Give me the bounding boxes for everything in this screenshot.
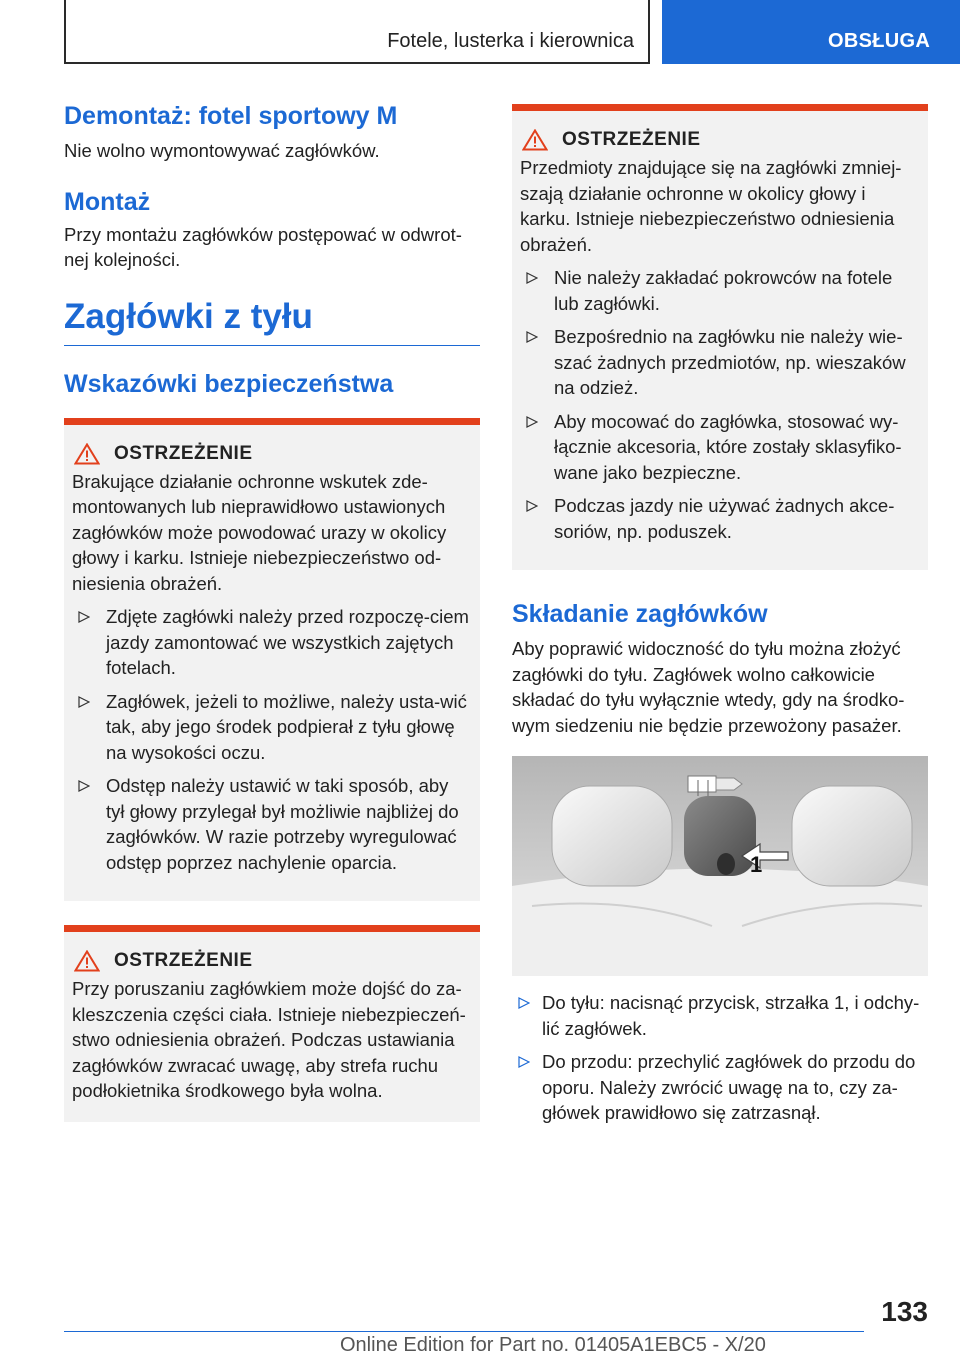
triangle-bullet-icon: [78, 611, 90, 623]
heading-removal: Demontaż: fotel sportowy M: [64, 102, 398, 130]
list-item: Podczas jazdy nie używać żadnych akce-soriów, np. poduszek.: [520, 493, 920, 544]
footer-edition-text: Online Edition for Part no. 01405A1EBC5 - X/20: [340, 1334, 766, 1356]
warning-title-1: OSTRZEŻENIE: [114, 442, 253, 464]
footer-divider: [64, 1331, 864, 1332]
triangle-bullet-icon: [78, 780, 90, 792]
warning-text-2: Przy poruszaniu zagłówkiem może dojść do za-kleszczenia części ciała. Istnieje niebezpieczeń-stwo odniesienia obrażeń. Podczas ustawiania zagłówków zwracać uwagę, aby strefa ruchu podłokietnika środkowego była wolna.: [72, 978, 466, 1101]
heading-rear-wrap: [64, 295, 480, 346]
folding-steps-list: [512, 990, 928, 1126]
warning-box-1: [64, 418, 480, 902]
rear-seat-illustration: [512, 756, 928, 976]
list-item: Bezpośrednio na zagłówku nie należy wie-szać żadnych przedmiotów, np. wieszaków na odzież.: [520, 324, 920, 401]
left-column: [64, 100, 480, 1122]
warning-title-2: OSTRZEŻENIE: [114, 950, 253, 971]
list-item: Odstęp należy ustawić w taki sposób, aby tył głowy przylegał był możliwie najbliżej do zagłówków. W razie potrzeby wyregulować odstęp poprzez nachylenie oparcia.: [72, 773, 472, 875]
warning-title-3: OSTRZEŻENIE: [562, 129, 701, 150]
triangle-bullet-icon: [518, 1056, 530, 1068]
warning-text-3: Przedmioty znajdujące się na zagłówki zmniej-szają działanie ochronne w okolicy głowy i karku. Istnieje niebezpieczeństwo odniesienia obrażeń.: [520, 157, 902, 255]
right-column: [512, 104, 928, 1134]
header-chapter-tab[interactable]: [662, 0, 960, 64]
warning-box-2: [64, 925, 480, 1122]
heading-safety: Wskazówki bezpieczeństwa: [64, 369, 394, 398]
rear-headrest-figure: [512, 756, 928, 976]
list-item: Do przodu: przechylić zagłówek do przodu do oporu. Należy zwrócić uwagę na to, czy za-główek prawidłowo się zatrzasnął.: [512, 1049, 928, 1126]
heading-rear-headrests: Zagłówki z tyłu: [64, 296, 313, 336]
warning-triangle-icon: [74, 950, 100, 972]
page-number: 133: [881, 1296, 928, 1327]
footer-edition: [340, 1334, 766, 1357]
text-removal: Nie wolno wymontowywać zagłówków.: [64, 140, 380, 161]
heading-install: Montaż: [64, 187, 151, 216]
warning-box-3: [512, 104, 928, 570]
list-item: Nie należy zakładać pokrowców na fotele lub zagłówki.: [520, 265, 920, 316]
text-install: Przy montażu zagłówków postępować w odwrot-nej kolejności.: [64, 223, 462, 270]
warning-header-1: [72, 443, 472, 465]
heading-folding: Składanie zagłówków: [512, 600, 768, 628]
warning-triangle-icon: [522, 129, 548, 151]
list-item: Aby mocować do zagłówka, stosować wy-łącznie akcesoria, które zostały sklasyfiko-wane jako bezpieczne.: [520, 409, 920, 486]
warning-header-3: [520, 129, 920, 151]
list-item: Zagłówek, jeżeli to możliwe, należy usta-wić tak, aby jego środek podpierał z tyłu głowę na wysokości oczu.: [72, 689, 472, 766]
warning-header-2: [72, 950, 472, 972]
list-item: Zdjęte zagłówki należy przed rozpoczę-ciem jazdy zamontować we wszystkich zajętych fotelach.: [72, 604, 472, 681]
header-chapter-label: OBSŁUGA: [828, 30, 931, 52]
triangle-bullet-icon: [78, 696, 90, 708]
list-item: Do tyłu: nacisnąć przycisk, strzałka 1, i odchy-lić zagłówek.: [512, 990, 928, 1041]
warning-list-1: [72, 604, 472, 875]
warning-text-1: Brakujące działanie ochronne wskutek zde-montowanych lub nieprawidłowo ustawionych zagłówków może powodować urazy w okolicy głowy i karku. Istnieje niebezpieczeństwo od-niesienia obrażeń.: [72, 470, 447, 594]
header-section-title: Fotele, lusterka i kierownica: [387, 30, 634, 52]
triangle-bullet-icon: [526, 500, 538, 512]
figure-callout-number: 1: [750, 852, 763, 877]
header-section-box: [64, 0, 650, 64]
text-folding: Aby poprawić widoczność do tyłu można złożyć zagłówki do tyłu. Zagłówek wolno całkowicie składać do tyłu wyłącznie wtedy, gdy na środko-wym siedzeniu nie będzie przewożony pasażer.: [512, 638, 905, 736]
warning-triangle-icon: [74, 443, 100, 465]
warning-list-3: [520, 265, 920, 544]
triangle-bullet-icon: [526, 331, 538, 343]
triangle-bullet-icon: [518, 997, 530, 1009]
triangle-bullet-icon: [526, 416, 538, 428]
triangle-bullet-icon: [526, 272, 538, 284]
